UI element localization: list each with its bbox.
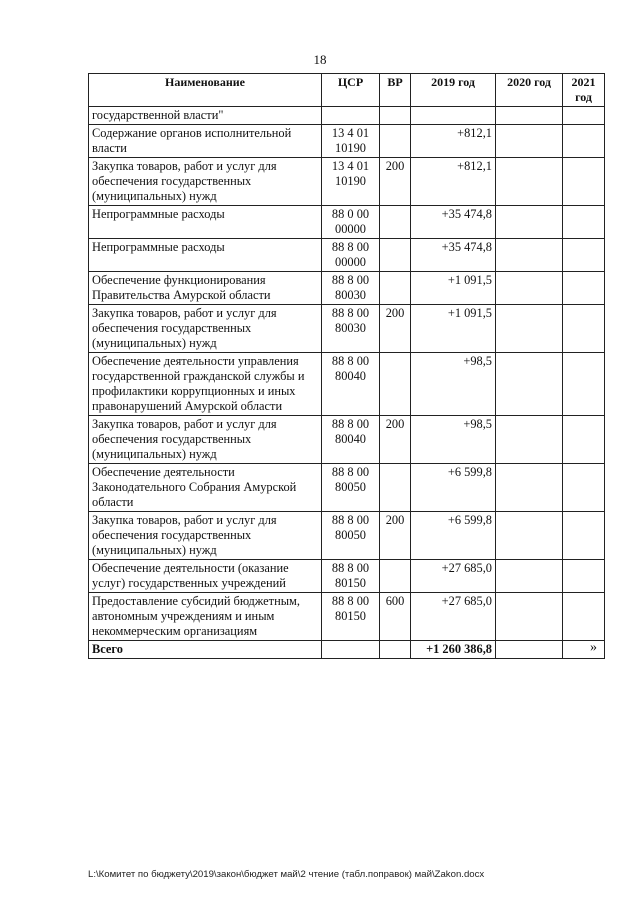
- cell-vr: 200: [380, 416, 411, 464]
- cell-2020: [496, 206, 563, 239]
- cell-vr: 200: [380, 158, 411, 206]
- cell-2020: [496, 560, 563, 593]
- total-vr: [380, 641, 411, 659]
- cell-2019: +6 599,8: [411, 464, 496, 512]
- cell-vr: 600: [380, 593, 411, 641]
- table-body: [89, 107, 605, 641]
- cell-2020: [496, 416, 563, 464]
- table-row: [89, 239, 605, 272]
- cell-2021: [563, 305, 605, 353]
- cell-vr: [380, 464, 411, 512]
- cell-2021: [563, 593, 605, 641]
- header-2020: 2020 год: [496, 74, 563, 107]
- cell-2020: [496, 272, 563, 305]
- cell-csr: 88 8 00 80050: [322, 512, 380, 560]
- table-row: [89, 107, 605, 125]
- cell-name: Предоставление субсидий бюджетным, автономным учреждениям и иным некоммерческим организациям: [89, 593, 322, 641]
- cell-csr: 88 8 00 80030: [322, 272, 380, 305]
- cell-2021: [563, 206, 605, 239]
- cell-vr: [380, 239, 411, 272]
- cell-2021: [563, 560, 605, 593]
- cell-2019: +812,1: [411, 158, 496, 206]
- cell-name: Непрограммные расходы: [89, 239, 322, 272]
- cell-2021: [563, 107, 605, 125]
- cell-2019: +812,1: [411, 125, 496, 158]
- cell-2019: +35 474,8: [411, 239, 496, 272]
- cell-2021: [563, 158, 605, 206]
- cell-2021: [563, 353, 605, 416]
- cell-2019: +1 091,5: [411, 305, 496, 353]
- cell-name: государственной власти": [89, 107, 322, 125]
- cell-vr: 200: [380, 512, 411, 560]
- cell-2021: [563, 512, 605, 560]
- cell-csr: 88 0 00 00000: [322, 206, 380, 239]
- cell-2021: [563, 464, 605, 512]
- page-number: 18: [313, 52, 327, 67]
- cell-2019: +6 599,8: [411, 512, 496, 560]
- cell-csr: 88 8 00 80040: [322, 353, 380, 416]
- cell-2021: [563, 239, 605, 272]
- cell-2019: [411, 107, 496, 125]
- budget-amendments-table: [88, 73, 605, 659]
- total-label: Всего: [89, 641, 322, 659]
- cell-csr: 13 4 01 10190: [322, 125, 380, 158]
- table-row: [89, 464, 605, 512]
- cell-2020: [496, 158, 563, 206]
- cell-name: Непрограммные расходы: [89, 206, 322, 239]
- cell-vr: [380, 560, 411, 593]
- table-row: [89, 416, 605, 464]
- cell-2019: +27 685,0: [411, 560, 496, 593]
- cell-2021: [563, 416, 605, 464]
- total-2019: +1 260 386,8: [411, 641, 496, 659]
- cell-2020: [496, 107, 563, 125]
- cell-2021: [563, 272, 605, 305]
- cell-csr: 88 8 00 80150: [322, 593, 380, 641]
- cell-2019: +98,5: [411, 416, 496, 464]
- header-csr: ЦСР: [322, 74, 380, 107]
- cell-2020: [496, 464, 563, 512]
- cell-vr: [380, 272, 411, 305]
- total-2021: [563, 641, 605, 659]
- table-header-row: [89, 74, 605, 107]
- cell-2021: [563, 125, 605, 158]
- table-row: [89, 158, 605, 206]
- cell-csr: 88 8 00 80050: [322, 464, 380, 512]
- table-row: [89, 593, 605, 641]
- closing-quote: »: [590, 640, 597, 655]
- cell-name: Закупка товаров, работ и услуг для обеспечения государственных (муниципальных) нужд: [89, 512, 322, 560]
- header-vr: ВР: [380, 74, 411, 107]
- cell-name: Закупка товаров, работ и услуг для обеспечения государственных (муниципальных) нужд: [89, 416, 322, 464]
- cell-name: Обеспечение деятельности Законодательного Собрания Амурской области: [89, 464, 322, 512]
- cell-2020: [496, 305, 563, 353]
- table-row: [89, 272, 605, 305]
- header-name: Наименование: [89, 74, 322, 107]
- cell-2019: +1 091,5: [411, 272, 496, 305]
- cell-csr: 88 8 00 80030: [322, 305, 380, 353]
- cell-vr: 200: [380, 305, 411, 353]
- cell-2020: [496, 593, 563, 641]
- cell-name: Закупка товаров, работ и услуг для обеспечения государственных (муниципальных) нужд: [89, 305, 322, 353]
- cell-name: Содержание органов исполнительной власти: [89, 125, 322, 158]
- cell-2019: +35 474,8: [411, 206, 496, 239]
- table-row: [89, 353, 605, 416]
- cell-csr: [322, 107, 380, 125]
- table-row: [89, 125, 605, 158]
- table-row: [89, 206, 605, 239]
- cell-vr: [380, 125, 411, 158]
- cell-csr: 88 8 00 80150: [322, 560, 380, 593]
- cell-2020: [496, 239, 563, 272]
- cell-csr: 13 4 01 10190: [322, 158, 380, 206]
- cell-name: Закупка товаров, работ и услуг для обеспечения государственных (муниципальных) нужд: [89, 158, 322, 206]
- total-row: [89, 641, 605, 659]
- cell-vr: [380, 353, 411, 416]
- cell-csr: 88 8 00 80040: [322, 416, 380, 464]
- cell-2019: +98,5: [411, 353, 496, 416]
- table-row: [89, 305, 605, 353]
- table-row: [89, 560, 605, 593]
- cell-csr: 88 8 00 00000: [322, 239, 380, 272]
- cell-name: Обеспечение деятельности управления государственной гражданской службы и профилактики коррупционных и иных правонарушений Амурской области: [89, 353, 322, 416]
- header-2021: 2021 год: [563, 74, 605, 107]
- cell-name: Обеспечение деятельности (оказание услуг) государственных учреждений: [89, 560, 322, 593]
- cell-2020: [496, 125, 563, 158]
- cell-vr: [380, 107, 411, 125]
- total-2020: [496, 641, 563, 659]
- table-row: [89, 512, 605, 560]
- cell-vr: [380, 206, 411, 239]
- cell-name: Обеспечение функционирования Правительства Амурской области: [89, 272, 322, 305]
- cell-2020: [496, 353, 563, 416]
- total-csr: [322, 641, 380, 659]
- footer-file-path: L:\Комитет по бюджету\2019\закон\бюджет май\2 чтение (табл.поправок) май\Zakon.docx: [88, 869, 485, 880]
- header-2019: 2019 год: [411, 74, 496, 107]
- cell-2019: +27 685,0: [411, 593, 496, 641]
- cell-2020: [496, 512, 563, 560]
